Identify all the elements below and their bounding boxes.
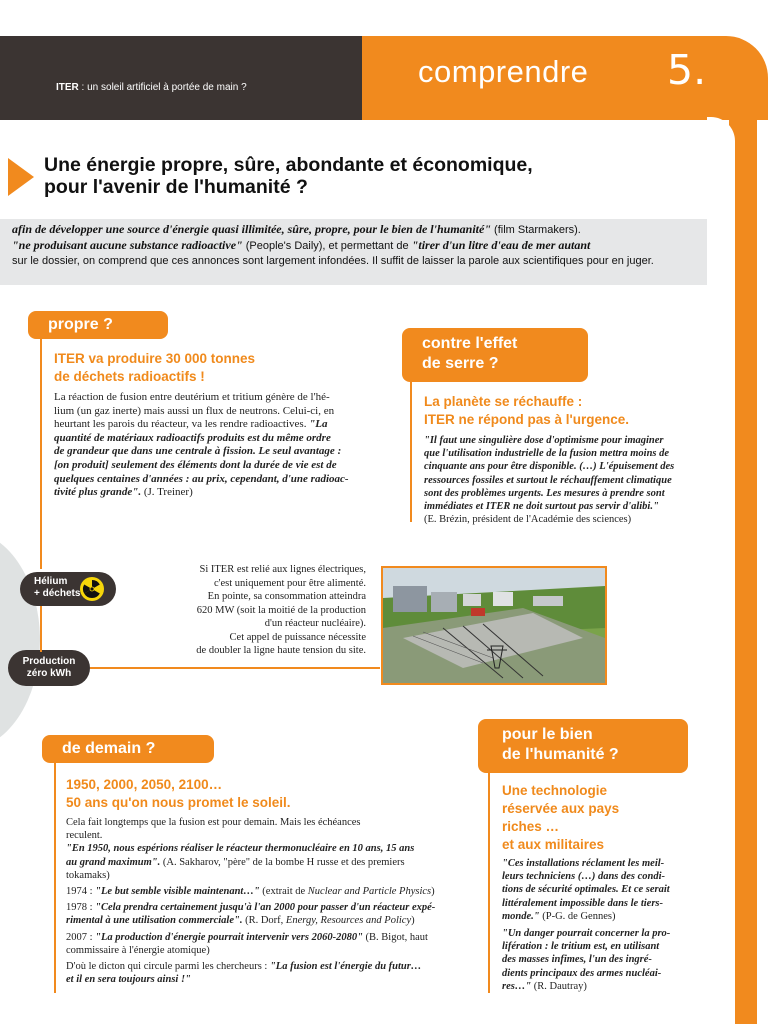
- production-zero-pill: Production zéro kWh: [8, 650, 90, 686]
- section-title: comprendre: [418, 54, 589, 89]
- intro-text: afin de développer une source d'énergie quasi illimitée, sûre, propre, pour le bien de l'humanité" (film Starmakers). "ne produisant aucune substance radioactive" (People's Daily), et permettant de "tirer d'un litre d'eau de mer autant sur le dossier, on comprend que ces annonces sont largement infondées. Il suffit de laisser la parole aux scientifiques pour en juger.: [12, 222, 654, 267]
- tab-propre: propre ?: [28, 311, 168, 339]
- page-headline: Une énergie propre, sûre, abondante et économique, pour l'avenir de l'humanité ?: [44, 154, 533, 198]
- humanite-body: "Ces installations réclament les meil- leurs techniciens (…) dans des condi- tions de sécurité optimales. Et ce serait littéralement impossible dans le tiers- monde." (P-G. de Gennes) "Un danger pourrait concerner la pro- lifération : le tritium est, en utilisant des masses infimes, l'un des ingré- dients principaux des armes nucléai- res…" (R. Dautray): [502, 858, 671, 992]
- diagram-connector-line: [40, 606, 42, 652]
- demain-connector-line: [54, 763, 56, 993]
- tab-de-demain: de demain ?: [42, 735, 214, 763]
- headline-arrow-icon: [8, 158, 34, 196]
- reactor-diagram-circle: [0, 530, 40, 750]
- serre-connector-line: [410, 382, 412, 522]
- photo-connector-line: [90, 667, 380, 669]
- humanite-connector-line: [488, 773, 490, 993]
- tab-effet-de-serre: contre l'effet de serre ?: [402, 328, 588, 382]
- section-number: 5.: [667, 46, 707, 94]
- right-bar-inner: [707, 117, 735, 1024]
- radiation-icon: [80, 577, 104, 601]
- header-dark-band: [0, 36, 362, 120]
- serre-subhead: La planète se réchauffe : ITER ne répond pas à l'urgence.: [424, 394, 630, 427]
- propre-body: La réaction de fusion entre deutérium et tritium génère de l'hé- lium (un gaz inerte) mais aussi un flux de neutrons. Celui-ci, en heurtant les parois du réacteur, va les rendre radioactives. "La quantité de matériaux radioactifs produits est du même ordre de grandeur que dans une centrale à fission. Le seul avantage : [on produit] seulement des éléments dont la durée de vie est de quelques centaines d'années : au prix, cependant, d'une radioac- tivité plus grande". (J. Treiner): [54, 391, 349, 499]
- propre-connector-line: [40, 339, 42, 569]
- demain-subhead: 1950, 2000, 2050, 2100… 50 ans qu'on nous promet le soleil.: [66, 777, 291, 810]
- serre-body: "Il faut une singulière dose d'optimisme pour imaginer que l'utilisation industrielle de la fusion mettra moins de cinquante ans pour être disponible. (…) L'épuisement des ressources fossiles et surtout le réchauffement climatique sont des problèmes urgents. Les mesures à prendre sont immédiates et ITER ne doit surtout pas servir d'alibi." (E. Brézin, président de l'Académie des sciences): [424, 435, 675, 526]
- tab-bien-humanite: pour le bien de l'humanité ?: [478, 719, 688, 773]
- humanite-subhead: Une technologie réservée aux pays riches … et aux militaires: [502, 783, 620, 852]
- demain-body: Cela fait longtemps que la fusion est pour demain. Mais les échéances reculent. "En 1950, nous espérions réaliser le réacteur thermonucléaire en 10 ans, 15 ans au grand maximum". (A. Sakharov, "père" de la bombe H russe et des premiers tokamaks) 1974 : "Le but semble visible maintenant…" (extrait de Nuclear and Particle Physics) 1978 : "Cela prendra certainement jusqu'à l'an 2000 pour passer d'un réacteur expé- rimental à une utilisation commerciale". (R. Dorf, Energy, Resources and Policy) 2007 : "La production d'énergie pourrait intervenir vers 2060-2080" (B. Bigot, haut commissaire à l'énergie atomique) D'où le dicton qui circule parmi les chercheurs : "La fusion est l'énergie du futur… et il en sera toujours ainsi !": [66, 817, 436, 986]
- propre-subhead: ITER va produire 30 000 tonnes de déchets radioactifs !: [54, 351, 256, 384]
- photo-caption: Si ITER est relié aux lignes électriques, c'est uniquement pour être alimenté. En pointe, sa consommation atteindra 620 MW (soit la moitié de la production d'un réacteur nucléaire). Cet appel de puissance nécessite de doubler la ligne haute tension du site.: [196, 564, 366, 656]
- series-title: ITER : un soleil artificiel à portée de main ?: [56, 82, 247, 93]
- iter-site-illustration: [381, 566, 607, 685]
- helium-dechets-pill: Hélium + déchets: [20, 572, 116, 606]
